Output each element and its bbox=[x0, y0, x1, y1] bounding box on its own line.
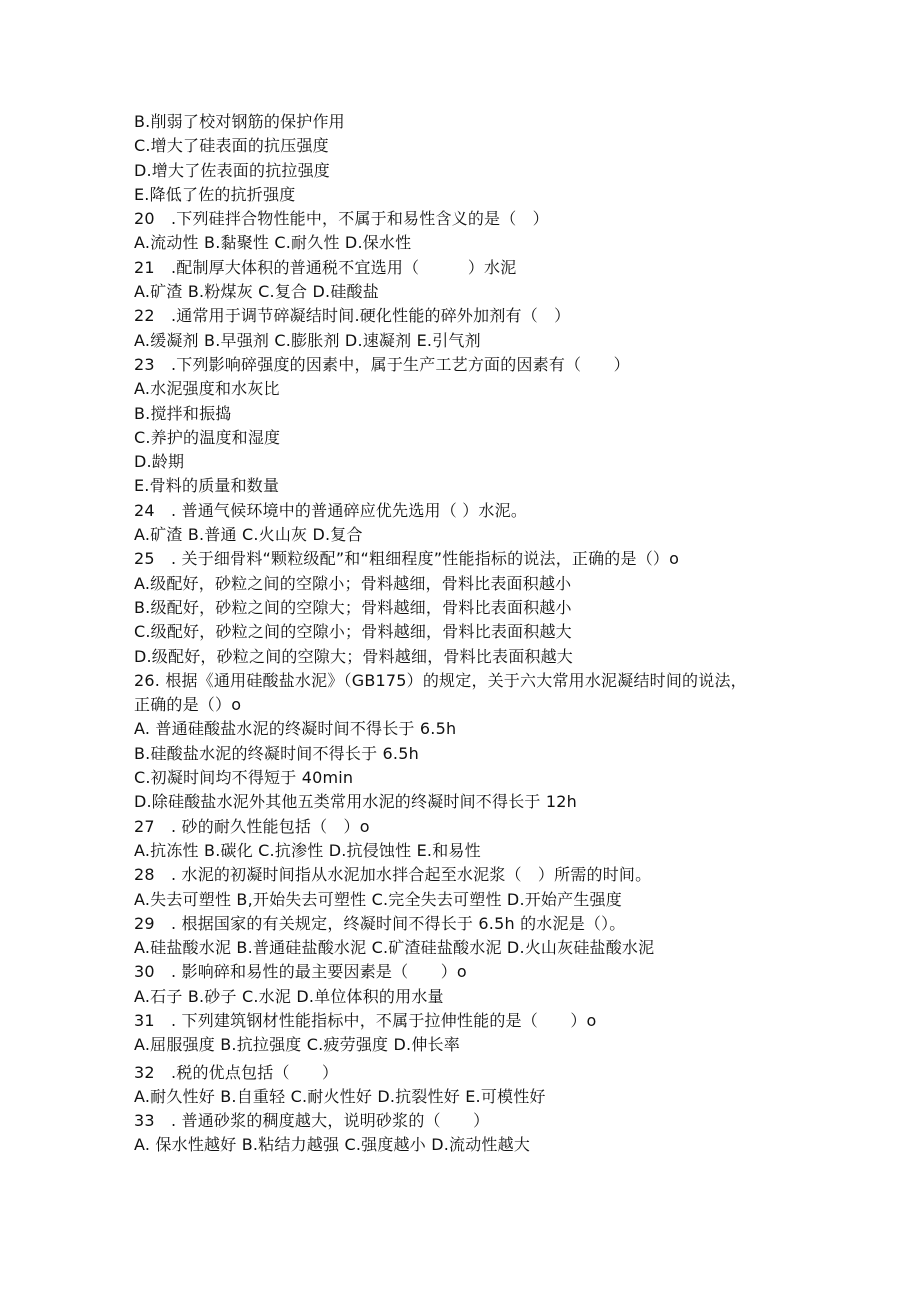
option-line: A.级配好，砂粒之间的空隙小；骨料越细，骨料比表面积越小 bbox=[134, 573, 572, 593]
options-20: A.流动性 B.黏聚性 C.耐久性 D.保水性 bbox=[134, 233, 412, 253]
option-line: B.硅酸盐水泥的终凝时间不得长于 6.5h bbox=[134, 743, 419, 763]
options-24: A.矿渣 B.普通 C.火山灰 D.复合 bbox=[134, 525, 363, 545]
question-20: 20 .下列硅拌合物性能中，不属于和易性含义的是（ ） bbox=[134, 209, 549, 229]
options-33: A. 保水性越好 B.粘结力越强 C.强度越小 D.流动性越大 bbox=[134, 1135, 531, 1155]
option-line: C.养护的温度和湿度 bbox=[134, 427, 281, 447]
option-line: B.搅拌和振捣 bbox=[134, 403, 232, 423]
option-line: A. 普通硅酸盐水泥的终凝时间不得长于 6.5h bbox=[134, 719, 457, 739]
options-21: A.矿渣 B.粉煤灰 C.复合 D.硅酸盐 bbox=[134, 282, 379, 302]
option-line: C.初凝时间均不得短于 40min bbox=[134, 768, 354, 788]
options-30: A.石子 B.砂子 C.水泥 D.单位体积的用水量 bbox=[134, 986, 444, 1006]
option-line: D.除硅酸盐水泥外其他五类常用水泥的终凝时间不得长于 12h bbox=[134, 792, 577, 812]
option-line: B.削弱了校对钢筋的保护作用 bbox=[134, 112, 345, 131]
option-line: B.级配好，砂粒之间的空隙大；骨料越细，骨料比表面积越小 bbox=[134, 597, 572, 617]
option-line: E.降低了佐的抗折强度 bbox=[134, 184, 296, 204]
question-32: 32 .税的优点包括（ ） bbox=[134, 1062, 339, 1082]
option-line: D.级配好，砂粒之间的空隙大；骨料越细，骨料比表面积越大 bbox=[134, 646, 574, 666]
document-page bbox=[134, 110, 794, 1158]
question-21: 21 .配制厚大体积的普通税不宜选用（ ）水泥 bbox=[134, 257, 517, 277]
question-33: 33 . 普通砂浆的稠度越大，说明砂浆的（ ） bbox=[134, 1111, 490, 1131]
option-line: C.增大了硅表面的抗压强度 bbox=[134, 136, 329, 156]
options-32: A.耐久性好 B.自重轻 C.耐火性好 D.抗裂性好 E.可模性好 bbox=[134, 1086, 546, 1106]
question-24: 24 . 普通气候环境中的普通碎应优先选用（ ）水泥。 bbox=[134, 500, 528, 520]
question-29: 29 . 根据国家的有关规定，终凝时间不得长于 6.5h 的水泥是（）。 bbox=[134, 913, 626, 933]
question-22: 22 .通常用于调节碎凝结时间.硬化性能的碎外加剂有（ ） bbox=[134, 306, 571, 326]
option-line: A.水泥强度和水灰比 bbox=[134, 379, 280, 399]
options-27: A.抗冻性 B.碳化 C.抗渗性 D.抗侵蚀性 E.和易性 bbox=[134, 840, 481, 860]
question-27: 27 . 砂的耐久性能包括（ ）o bbox=[134, 816, 370, 836]
option-line: D.增大了佐表面的抗拉强度 bbox=[134, 160, 331, 180]
options-28: A.失去可塑性 B,开始失去可塑性 C.完全失去可塑性 D.开始产生强度 bbox=[134, 889, 622, 909]
question-25: 25 . 关于细骨料“颗粒级配”和“粗细程度”性能指标的说法，正确的是（）o bbox=[134, 549, 680, 569]
question-28: 28 . 水泥的初凝时间指从水泥加水拌合起至水泥浆（ ）所需的时间。 bbox=[134, 865, 652, 885]
options-22: A.缓凝剂 B.早强剂 C.膨胀剂 D.速凝剂 E.引气剂 bbox=[134, 330, 481, 350]
question-23: 23 .下列影响碎强度的因素中，属于生产工艺方面的因素有（ ） bbox=[134, 354, 630, 374]
option-line: D.龄期 bbox=[134, 452, 185, 472]
option-line: E.骨料的质量和数量 bbox=[134, 476, 280, 496]
question-26-cont: 正确的是（）o bbox=[134, 695, 242, 715]
question-26: 26. 根据《通用硅酸盐水泥》（GB175）的规定，关于六大常用水泥凝结时间的说法， bbox=[134, 670, 747, 690]
question-31: 31 . 下列建筑钢材性能指标中，不属于拉伸性能的是（ ）o bbox=[134, 1010, 597, 1030]
option-line: C.级配好，砂粒之间的空隙小；骨料越细，骨料比表面积越大 bbox=[134, 622, 572, 642]
question-30: 30 . 影响碎和易性的最主要因素是（ ）o bbox=[134, 962, 467, 982]
options-31: A.屈服强度 B.抗拉强度 C.疲劳强度 D.伸长率 bbox=[134, 1035, 460, 1055]
options-29: A.硅盐酸水泥 B.普通硅盐酸水泥 C.矿渣硅盐酸水泥 D.火山灰硅盐酸水泥 bbox=[134, 938, 655, 958]
